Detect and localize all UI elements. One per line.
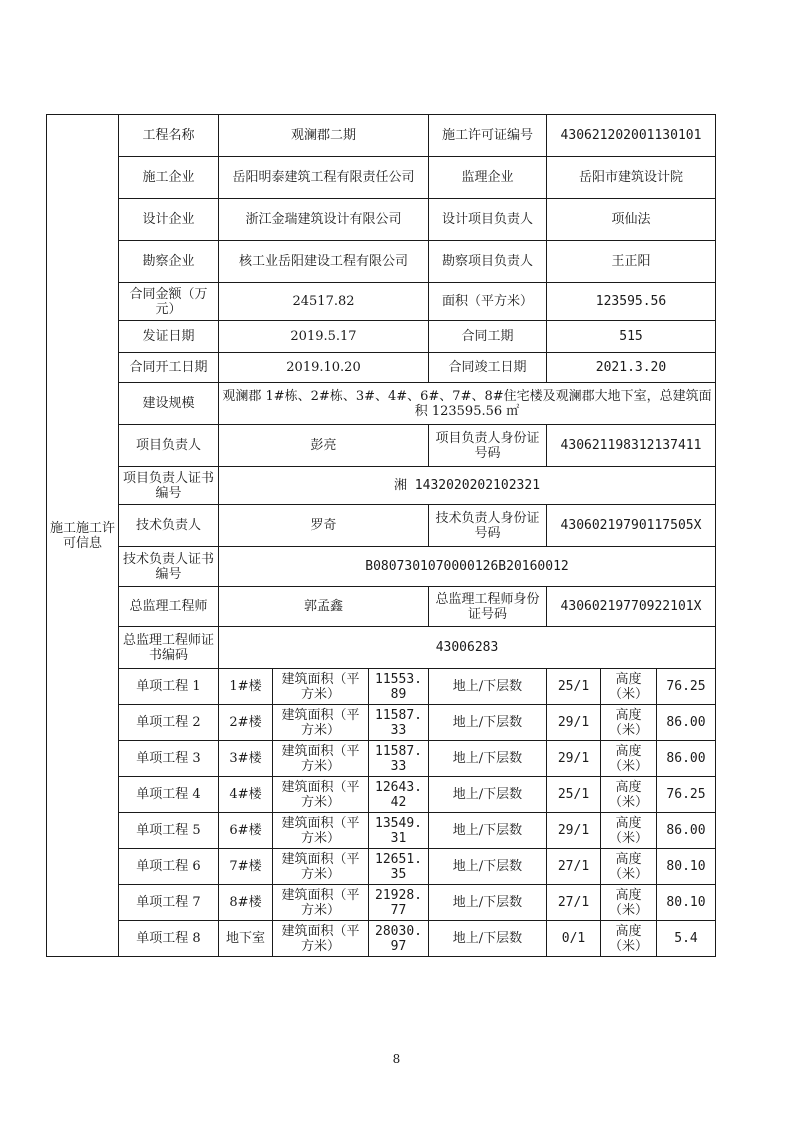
unit-height: 76.25	[657, 669, 716, 705]
unit-area: 28030.97	[369, 921, 429, 957]
unit-area: 11587.33	[369, 741, 429, 777]
unit-floors: 29/1	[547, 813, 601, 849]
field-label: 技术负责人身份证号码	[429, 505, 547, 547]
field-label: 合同工期	[429, 321, 547, 353]
unit-area: 13549.31	[369, 813, 429, 849]
field-label: 项目负责人证书编号	[119, 467, 219, 505]
field-value: 彭亮	[219, 425, 429, 467]
unit-area-label: 建筑面积（平方米）	[273, 705, 369, 741]
unit-floors-label: 地上/下层数	[429, 777, 547, 813]
field-value: B0807301070000126B20160012	[219, 547, 716, 587]
unit-building: 3#楼	[219, 741, 273, 777]
tech-cert-row	[47, 547, 716, 587]
unit-building: 地下室	[219, 921, 273, 957]
scale-label: 建设规模	[119, 383, 219, 425]
unit-project-row	[47, 777, 716, 813]
unit-height: 80.10	[657, 849, 716, 885]
field-value: 王正阳	[547, 241, 716, 283]
unit-area: 12643.42	[369, 777, 429, 813]
field-value: 2019.5.17	[219, 321, 429, 353]
field-label: 总监理工程师身份证号码	[429, 587, 547, 627]
unit-floors-label: 地上/下层数	[429, 741, 547, 777]
scale-row	[47, 383, 716, 425]
basic-row	[47, 199, 716, 241]
field-value: 43060219790117505X	[547, 505, 716, 547]
field-label: 技术负责人	[119, 505, 219, 547]
unit-area: 11587.33	[369, 705, 429, 741]
field-value: 43006283	[219, 627, 716, 669]
unit-height-label: 高度（米）	[601, 921, 657, 957]
unit-height: 76.25	[657, 777, 716, 813]
field-value: 2019.10.20	[219, 353, 429, 383]
unit-project-row	[47, 741, 716, 777]
chief-row	[47, 587, 716, 627]
field-label: 项目负责人身份证号码	[429, 425, 547, 467]
unit-height: 86.00	[657, 705, 716, 741]
chief-cert-row	[47, 627, 716, 669]
field-label: 设计企业	[119, 199, 219, 241]
permit-info-table	[46, 114, 716, 957]
field-label: 勘察项目负责人	[429, 241, 547, 283]
field-label: 总监理工程师	[119, 587, 219, 627]
unit-building: 2#楼	[219, 705, 273, 741]
unit-floors-label: 地上/下层数	[429, 849, 547, 885]
unit-floors: 27/1	[547, 885, 601, 921]
unit-area-label: 建筑面积（平方米）	[273, 921, 369, 957]
unit-area-label: 建筑面积（平方米）	[273, 849, 369, 885]
unit-area-label: 建筑面积（平方米）	[273, 777, 369, 813]
unit-height-label: 高度（米）	[601, 813, 657, 849]
unit-height: 86.00	[657, 813, 716, 849]
unit-floors-label: 地上/下层数	[429, 669, 547, 705]
pm-cert-row	[47, 467, 716, 505]
unit-building: 7#楼	[219, 849, 273, 885]
unit-height: 80.10	[657, 885, 716, 921]
field-value: 24517.82	[219, 283, 429, 321]
field-value: 2021.3.20	[547, 353, 716, 383]
field-label: 设计项目负责人	[429, 199, 547, 241]
field-value: 岳阳市建筑设计院	[547, 157, 716, 199]
unit-floors: 27/1	[547, 849, 601, 885]
unit-project-row	[47, 813, 716, 849]
field-value: 430621198312137411	[547, 425, 716, 467]
field-value: 郭孟鑫	[219, 587, 429, 627]
unit-name: 单项工程 3	[119, 741, 219, 777]
unit-name: 单项工程 2	[119, 705, 219, 741]
unit-floors: 0/1	[547, 921, 601, 957]
scale-value: 观澜郡 1#栋、2#栋、3#、4#、6#、7#、8#住宅楼及观澜郡大地下室，总建筑面积 123595.56 ㎡	[219, 383, 716, 425]
field-label: 发证日期	[119, 321, 219, 353]
unit-name: 单项工程 6	[119, 849, 219, 885]
field-value: 核工业岳阳建设工程有限公司	[219, 241, 429, 283]
unit-building: 4#楼	[219, 777, 273, 813]
field-label: 项目负责人	[119, 425, 219, 467]
unit-height: 5.4	[657, 921, 716, 957]
unit-height-label: 高度（米）	[601, 669, 657, 705]
field-value: 项仙法	[547, 199, 716, 241]
field-label: 面积（平方米）	[429, 283, 547, 321]
unit-floors: 25/1	[547, 669, 601, 705]
pm-row	[47, 425, 716, 467]
field-label: 工程名称	[119, 115, 219, 157]
basic-row	[47, 115, 716, 157]
unit-project-row	[47, 705, 716, 741]
tech-row	[47, 505, 716, 547]
unit-name: 单项工程 5	[119, 813, 219, 849]
unit-height-label: 高度（米）	[601, 705, 657, 741]
unit-height-label: 高度（米）	[601, 777, 657, 813]
unit-floors-label: 地上/下层数	[429, 705, 547, 741]
field-label: 总监理工程师证书编码	[119, 627, 219, 669]
field-label: 勘察企业	[119, 241, 219, 283]
unit-project-row	[47, 669, 716, 705]
field-label: 合同金额（万元）	[119, 283, 219, 321]
field-value: 岳阳明泰建筑工程有限责任公司	[219, 157, 429, 199]
unit-height-label: 高度（米）	[601, 849, 657, 885]
unit-project-row	[47, 921, 716, 957]
unit-area: 21928.77	[369, 885, 429, 921]
unit-height-label: 高度（米）	[601, 741, 657, 777]
unit-building: 8#楼	[219, 885, 273, 921]
unit-area-label: 建筑面积（平方米）	[273, 885, 369, 921]
unit-area-label: 建筑面积（平方米）	[273, 669, 369, 705]
unit-floors: 29/1	[547, 741, 601, 777]
unit-floors: 29/1	[547, 705, 601, 741]
unit-project-row	[47, 885, 716, 921]
basic-row	[47, 241, 716, 283]
unit-floors-label: 地上/下层数	[429, 885, 547, 921]
field-label: 合同竣工日期	[429, 353, 547, 383]
field-label: 合同开工日期	[119, 353, 219, 383]
basic-row	[47, 321, 716, 353]
unit-project-row	[47, 849, 716, 885]
unit-floors-label: 地上/下层数	[429, 921, 547, 957]
unit-building: 6#楼	[219, 813, 273, 849]
unit-area-label: 建筑面积（平方米）	[273, 813, 369, 849]
field-value: 430621202001130101	[547, 115, 716, 157]
unit-area-label: 建筑面积（平方米）	[273, 741, 369, 777]
section-label: 施工施工许可信息	[47, 115, 119, 957]
field-value: 浙江金瑞建筑设计有限公司	[219, 199, 429, 241]
unit-area: 11553.89	[369, 669, 429, 705]
unit-name: 单项工程 1	[119, 669, 219, 705]
field-label: 施工企业	[119, 157, 219, 199]
field-label: 施工许可证编号	[429, 115, 547, 157]
page-number: 8	[392, 1052, 401, 1066]
unit-height-label: 高度（米）	[601, 885, 657, 921]
field-value: 515	[547, 321, 716, 353]
field-value: 湘 1432020202102321	[219, 467, 716, 505]
field-value: 123595.56	[547, 283, 716, 321]
unit-area: 12651.35	[369, 849, 429, 885]
unit-height: 86.00	[657, 741, 716, 777]
field-value: 43060219770922101X	[547, 587, 716, 627]
unit-building: 1#楼	[219, 669, 273, 705]
basic-row	[47, 157, 716, 199]
field-value: 观澜郡二期	[219, 115, 429, 157]
unit-name: 单项工程 8	[119, 921, 219, 957]
unit-name: 单项工程 7	[119, 885, 219, 921]
field-value: 罗奇	[219, 505, 429, 547]
basic-row	[47, 353, 716, 383]
field-label: 监理企业	[429, 157, 547, 199]
unit-floors: 25/1	[547, 777, 601, 813]
field-label: 技术负责人证书编号	[119, 547, 219, 587]
unit-name: 单项工程 4	[119, 777, 219, 813]
basic-row	[47, 283, 716, 321]
unit-floors-label: 地上/下层数	[429, 813, 547, 849]
